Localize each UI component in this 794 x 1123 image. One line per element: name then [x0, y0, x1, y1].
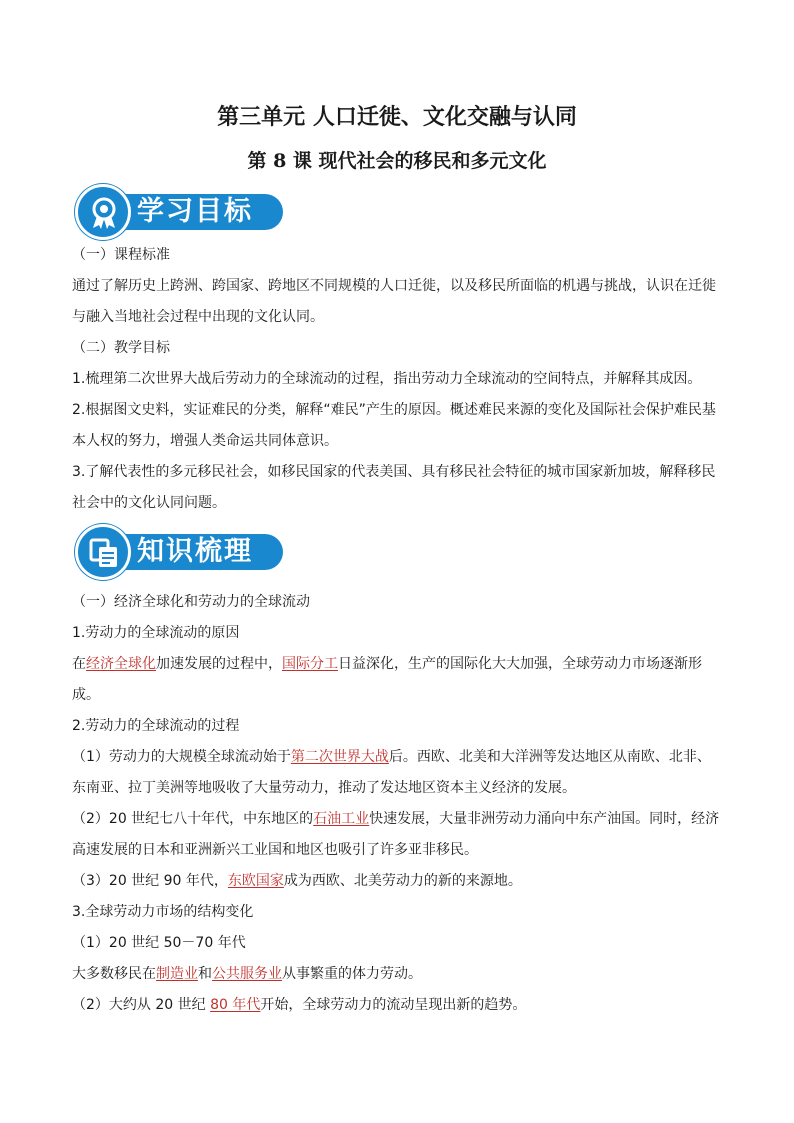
- subheading-process: 2.劳动力的全球流动的过程: [72, 718, 240, 734]
- text: （2）大约从 20 世纪: [72, 997, 211, 1013]
- text: （1）劳动力的大规模全球流动始于: [72, 749, 291, 765]
- knowledge-banner: [75, 524, 285, 580]
- course-standard-heading: （一）课程标准: [72, 247, 170, 263]
- subheading-reasons: 1.劳动力的全球流动的原因: [72, 625, 240, 641]
- keyword: 第二次世界大战: [290, 749, 389, 765]
- award-icon: [75, 184, 131, 240]
- teaching-goals-heading: （二）教学目标: [72, 340, 170, 356]
- section-heading-1: （一）经济全球化和劳动力的全球流动: [72, 594, 310, 610]
- process-item-2: [72, 804, 720, 835]
- reasons-paragraph-end: 成。: [72, 687, 100, 703]
- reasons-paragraph: [72, 649, 720, 680]
- documents-icon: [75, 524, 131, 580]
- text: 快速发展，大量非洲劳动力涌向中东产油国。同时，经济: [369, 811, 720, 827]
- text: 成为西欧、北美劳动力的新的来源地。: [283, 873, 522, 889]
- text: 在: [72, 656, 86, 672]
- goals-section: [72, 240, 720, 519]
- keyword: 东欧国家: [227, 873, 284, 889]
- text: 后。西欧、北美和大洋洲等发达地区从南欧、北非、: [388, 749, 711, 765]
- keyword: 经济全球化: [86, 656, 156, 672]
- text: 日益深化，生产的国际化大大加强，全球劳动力市场逐渐形: [338, 656, 702, 672]
- keyword: 石油工业: [313, 811, 370, 827]
- keyword: 80 年代: [210, 997, 261, 1013]
- teaching-goal-2-line-1: 2.根据图文史料，实证难民的分类，解释“难民”产生的原因。概述难民来源的变化及国际社会保护难民基: [72, 402, 716, 418]
- process-item-1-cont: 东南亚、拉丁美洲等地吸收了大量劳动力，推动了发达地区资本主义经济的发展。: [72, 780, 576, 796]
- text: 和: [198, 966, 212, 982]
- teaching-goal-3-line-1: 3.了解代表性的多元移民社会，如移民国家的代表美国、具有移民社会特征的城市国家新加坡，解释移民: [72, 464, 716, 480]
- lesson-title: 第 8 课 现代社会的移民和多元文化: [247, 150, 547, 172]
- knowledge-banner-label: 知识梳理: [137, 536, 253, 567]
- knowledge-section: [72, 587, 720, 1021]
- text: （3）20 世纪 90 年代，: [72, 873, 228, 889]
- process-item-3: [72, 866, 720, 897]
- text: 从事繁重的体力劳动。: [282, 966, 422, 982]
- keyword: 制造业: [156, 966, 198, 982]
- text: （2）20 世纪七八十年代，中东地区的: [72, 811, 314, 827]
- structure-item-1-detail: [72, 959, 720, 990]
- keyword: 国际分工: [282, 656, 338, 672]
- structure-item-1: （1）20 世纪 50－70 年代: [72, 935, 246, 951]
- text: 加速发展的过程中，: [156, 656, 282, 672]
- course-standard-line-2: 与融入当地社会过程中出现的文化认同。: [72, 309, 324, 325]
- teaching-goal-2-line-2: 本人权的努力，增强人类命运共同体意识。: [72, 433, 338, 449]
- teaching-goal-3-line-2: 社会中的文化认同问题。: [72, 495, 226, 511]
- text: 大多数移民在: [72, 966, 156, 982]
- process-item-2-cont: 高速发展的日本和亚洲新兴工业国和地区也吸引了许多亚非移民。: [72, 842, 478, 858]
- unit-title: 第三单元 人口迁徙、文化交融与认同: [217, 104, 577, 130]
- text: 开始，全球劳动力的流动呈现出新的趋势。: [260, 997, 527, 1013]
- goals-banner-label: 学习目标: [137, 196, 253, 227]
- goals-banner: [75, 184, 285, 240]
- structure-item-2: [72, 990, 720, 1021]
- course-standard-line-1: 通过了解历史上跨洲、跨国家、跨地区不同规模的人口迁徙，以及移民所面临的机遇与挑战，认识在迁徙: [72, 278, 716, 294]
- teaching-goal-1: 1.梳理第二次世界大战后劳动力的全球流动的过程，指出劳动力全球流动的空间特点，并解释其成因。: [72, 371, 702, 387]
- process-item-1: [72, 742, 720, 773]
- keyword: 公共服务业: [212, 966, 282, 982]
- subheading-structure: 3.全球劳动力市场的结构变化: [72, 904, 254, 920]
